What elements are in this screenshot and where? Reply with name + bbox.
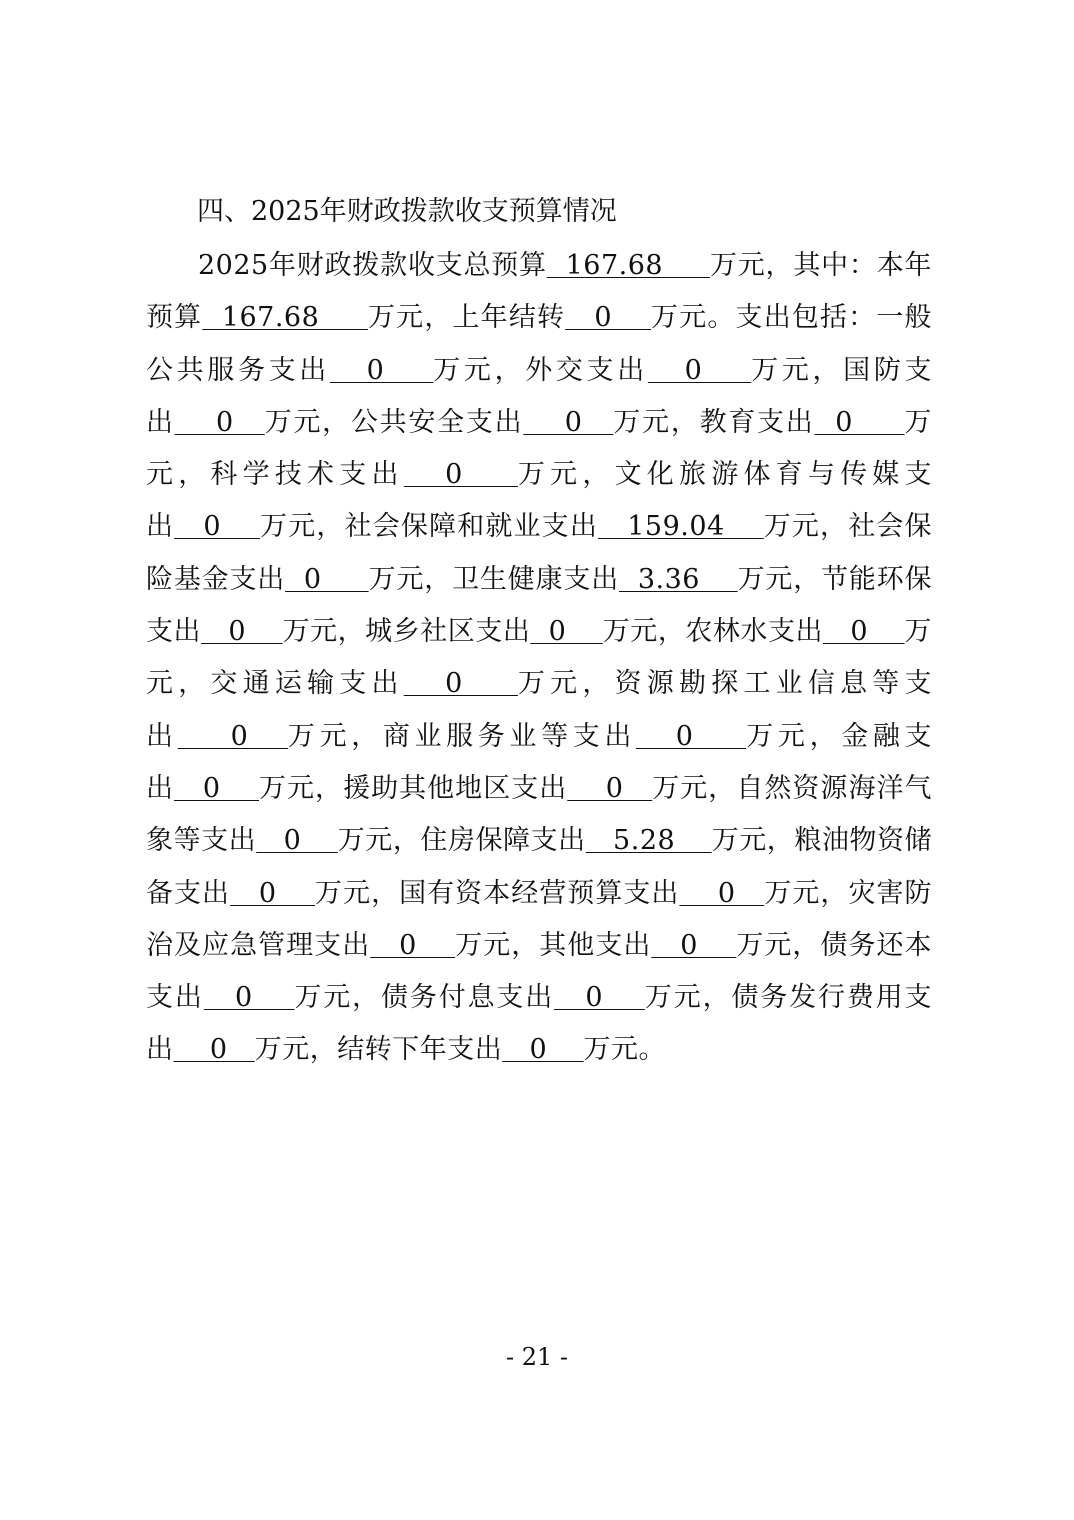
paragraph-text: 万元，债务付息支出 <box>294 982 555 1014</box>
filled-amount: 0 <box>565 302 652 334</box>
paragraph-text: 万元，国防支出 <box>146 354 932 438</box>
paragraph-text: 万元，交通运输支出 <box>146 616 933 700</box>
paragraph-text: 万元。支出包括：一般公共服务支出 <box>146 302 933 386</box>
filled-amount: 159.04 <box>598 511 764 543</box>
filled-amount: 0 <box>530 616 603 648</box>
filled-amount: 0 <box>256 825 338 857</box>
paragraph-text: 万元，国有资本经营预算支出 <box>315 877 680 909</box>
filled-amount: 0 <box>174 511 261 543</box>
filled-amount: 0 <box>173 1034 255 1066</box>
paragraph-text: 万元，卫生健康支出 <box>368 563 620 595</box>
paragraph-text: 万元，商业服务业等支出 <box>287 720 637 752</box>
paragraph-text: 万元，粮油物资储备支出 <box>146 825 933 909</box>
filled-amount: 0 <box>403 668 518 700</box>
filled-amount: 0 <box>403 459 518 491</box>
filled-amount: 3.36 <box>619 563 738 595</box>
paragraph-text: 万元，债务还本支出 <box>146 929 933 1014</box>
paragraph-text: 万元。 <box>583 1034 667 1066</box>
filled-amount: 0 <box>174 406 265 438</box>
filled-amount: 0 <box>651 929 737 961</box>
filled-amount: 0 <box>647 354 752 386</box>
paragraph-text: 万元，其中：本年预算 <box>146 250 932 334</box>
paragraph-text: 万元，外交支出 <box>433 354 648 386</box>
page-number: - 21 - <box>505 1343 568 1371</box>
filled-amount: 0 <box>201 616 283 648</box>
budget-paragraph <box>146 240 932 1077</box>
paragraph-text: 万元，灾害防治及应急管理支出 <box>146 877 932 961</box>
paragraph-text: 万元，社会保障和就业支出 <box>260 511 599 543</box>
paragraph-text: 2025年财政拨款收支总预算 <box>198 250 547 281</box>
section-heading: 四、2025年财政拨款收支预算情况 <box>197 196 617 227</box>
paragraph-text: 万元，债务发行费用支出 <box>146 982 933 1066</box>
filled-amount: 167.68 <box>546 250 710 281</box>
filled-amount: 0 <box>636 720 747 752</box>
paragraph-text: 万元，金融支出 <box>146 720 933 804</box>
paragraph-text: 万元，社会保险基金支出 <box>146 511 933 595</box>
paragraph-text: 万元，自然资源海洋气象等支出 <box>146 772 932 857</box>
filled-amount: 0 <box>679 877 765 909</box>
filled-amount: 0 <box>370 929 456 961</box>
paragraph-text: 万元，节能环保支出 <box>146 563 933 648</box>
paragraph-text: 万元，援助其他地区支出 <box>258 772 568 804</box>
filled-amount: 0 <box>174 772 259 804</box>
paragraph-text: 万元，文化旅游体育与传媒支出 <box>146 459 933 543</box>
paragraph-text: 万元，上年结转 <box>368 302 566 334</box>
paragraph-text: 万元，资源勘探工业信息等支出 <box>146 668 933 752</box>
filled-amount: 0 <box>329 354 434 386</box>
filled-amount: 0 <box>823 616 905 648</box>
filled-amount: 0 <box>567 772 653 804</box>
filled-amount: 0 <box>203 982 295 1014</box>
filled-amount: 0 <box>523 406 614 438</box>
paragraph-text: 万元，城乡社区支出 <box>282 616 531 648</box>
paragraph-text: 万元，公共安全支出 <box>264 406 524 438</box>
filled-amount: 0 <box>814 406 905 438</box>
paragraph-text: 万元，其他支出 <box>455 929 652 961</box>
filled-amount: 167.68 <box>202 302 369 334</box>
paragraph-text: 万元，结转下年支出 <box>254 1034 503 1066</box>
paragraph-text: 万元，住房保障支出 <box>337 825 586 857</box>
filled-amount: 0 <box>502 1034 584 1066</box>
filled-amount: 5.28 <box>585 825 712 857</box>
filled-amount: 0 <box>285 563 369 595</box>
paragraph-text: 万元，农林水支出 <box>602 616 824 648</box>
filled-amount: 0 <box>177 720 288 752</box>
filled-amount: 0 <box>230 877 316 909</box>
paragraph-text: 万元，教育支出 <box>613 406 815 438</box>
paragraph-text: 万元，科学技术支出 <box>146 406 932 491</box>
filled-amount: 0 <box>554 982 645 1014</box>
